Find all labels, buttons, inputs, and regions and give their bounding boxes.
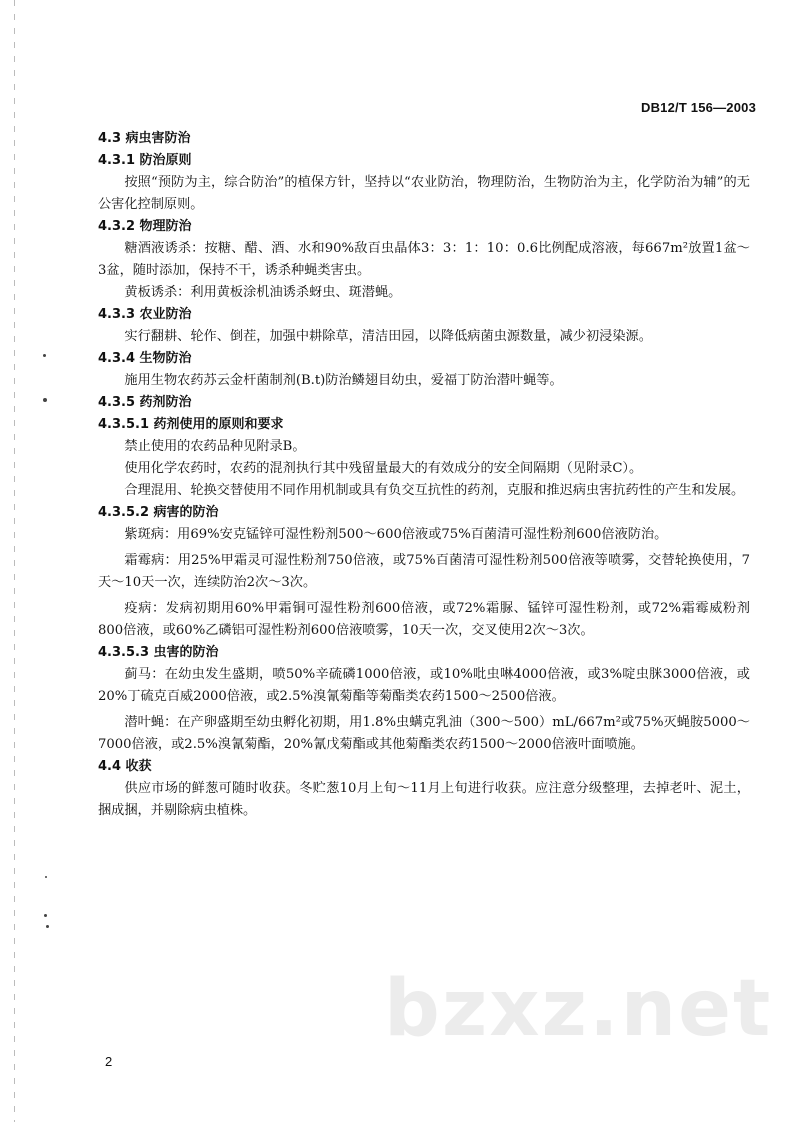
section-heading: 4.3 病虫害防治 bbox=[98, 131, 191, 146]
paragraph: 按照“预防为主，综合防治”的植保方针，坚持以“农业防治，物理防治，生物防治为主，化学防治为辅”的无公害化控制原则。 bbox=[98, 175, 750, 212]
section-4-3-5 bbox=[98, 392, 750, 414]
section-4-3-5-2 bbox=[98, 502, 750, 642]
scan-speck bbox=[43, 354, 46, 357]
paragraph: 合理混用、轮换交替使用不同作用机制或具有负交互抗性的药剂，克服和推迟病虫害抗药性的产生和发展。 bbox=[124, 483, 745, 498]
watermark-text: bzxz.net bbox=[384, 964, 773, 1054]
section-4-3-1 bbox=[98, 150, 750, 216]
section-heading: 4.3.1 防治原则 bbox=[98, 153, 192, 168]
section-heading: 4.3.5.3 虫害的防治 bbox=[98, 645, 219, 660]
paragraph: 糖酒液诱杀：按糖、醋、酒、水和90%敌百虫晶体3：3：1：10：0.6比例配成溶液，每667m²放置1盆～3盆，随时添加，保持不干，诱杀种蝇类害虫。 bbox=[98, 241, 750, 278]
paragraph: 霜霉病：用25%甲霜灵可湿性粉剂750倍液，或75%百菌清可湿性粉剂500倍液等喷雾，交替轮换使用，7天～10天一次，连续防治2次～3次。 bbox=[98, 553, 750, 590]
section-4-3 bbox=[98, 128, 750, 150]
section-heading: 4.3.2 物理防治 bbox=[98, 219, 192, 234]
document-body bbox=[98, 128, 750, 822]
scan-speck bbox=[43, 398, 47, 402]
section-4-3-5-1 bbox=[98, 414, 750, 502]
paragraph: 黄板诱杀：利用黄板涂机油诱杀蚜虫、斑潜蝇。 bbox=[124, 285, 402, 300]
section-4-3-4 bbox=[98, 348, 750, 392]
scan-speck bbox=[45, 876, 47, 878]
section-heading: 4.3.5.1 药剂使用的原则和要求 bbox=[98, 417, 284, 432]
page-number: 2 bbox=[105, 1054, 113, 1069]
section-heading: 4.4 收获 bbox=[98, 759, 152, 774]
document-code: DB12/T 156—2003 bbox=[640, 100, 756, 115]
paragraph: 使用化学农药时，农药的混剂执行其中残留量最大的有效成分的安全间隔期（见附录C）。 bbox=[124, 461, 643, 476]
section-heading: 4.3.5.2 病害的防治 bbox=[98, 505, 219, 520]
paragraph: 紫斑病：用69%安克锰锌可湿性粉剂500～600倍液或75%百菌清可湿性粉剂600倍液防治。 bbox=[124, 527, 668, 542]
paragraph: 疫病：发病初期用60%甲霜铜可湿性粉剂600倍液，或72%霜脲、锰锌可湿性粉剂，或72%霜霉威粉剂800倍液，或60%乙磷铝可湿性粉剂600倍液喷雾，10天一次，交叉使用2次～3次。 bbox=[98, 601, 750, 638]
paragraph: 禁止使用的农药品种见附录B。 bbox=[124, 439, 306, 454]
section-heading: 4.3.3 农业防治 bbox=[98, 307, 192, 322]
paragraph: 供应市场的鲜葱可随时收获。冬贮葱10月上旬～11月上旬进行收获。应注意分级整理，去掉老叶、泥土，捆成捆，并剔除病虫植株。 bbox=[98, 781, 750, 818]
paragraph: 潜叶蝇：在产卵盛期至幼虫孵化初期，用1.8%虫螨克乳油（300～500）mL/667m²或75%灭蝇胺5000～7000倍液，或2.5%溴氰菊酯，20%氰戊菊酯或其他菊酯类农药1500～2000倍液叶面喷施。 bbox=[98, 715, 750, 752]
paragraph: 施用生物农药苏云金杆菌制剂(B.t)防治鳞翅目幼虫，爱福丁防治潜叶蝇等。 bbox=[124, 373, 563, 388]
scan-speck bbox=[44, 914, 47, 917]
scan-speck bbox=[46, 925, 49, 928]
section-heading: 4.3.5 药剂防治 bbox=[98, 395, 192, 410]
paragraph: 蓟马：在幼虫发生盛期，喷50%辛硫磷1000倍液，或10%吡虫啉4000倍液，或3%啶虫脒3000倍液，或20%丁硫克百威2000倍液，或2.5%溴氰菊酯等菊酯类农药1500～2500倍液。 bbox=[98, 667, 750, 704]
section-4-3-5-3 bbox=[98, 642, 750, 756]
section-4-3-2 bbox=[98, 216, 750, 304]
section-4-3-3 bbox=[98, 304, 750, 348]
section-4-4 bbox=[98, 756, 750, 822]
paragraph: 实行翻耕、轮作、倒茬，加强中耕除草，清洁田园，以降低病菌虫源数量，减少初浸染源。 bbox=[124, 329, 652, 344]
section-heading: 4.3.4 生物防治 bbox=[98, 351, 192, 366]
scan-margin-line bbox=[14, 0, 15, 1122]
